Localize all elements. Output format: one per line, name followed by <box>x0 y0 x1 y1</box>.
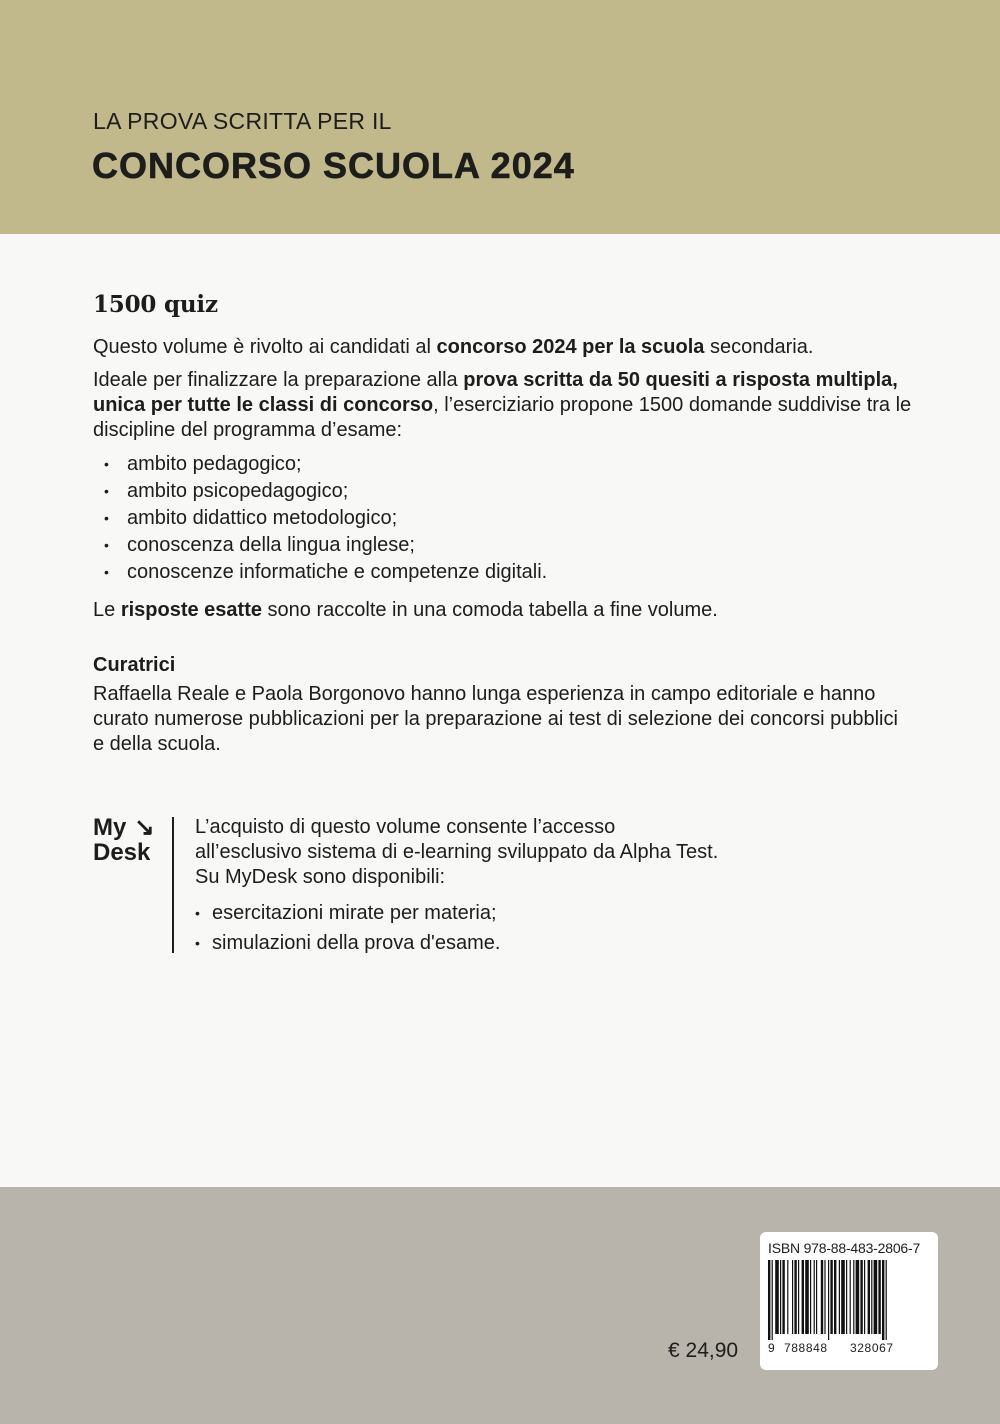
barcode-bar <box>853 1260 854 1334</box>
barcode-bar <box>792 1260 793 1334</box>
barcode-bar <box>874 1260 878 1334</box>
list-item: • ambito didattico metodologico; <box>93 505 913 532</box>
barcode-bar <box>805 1260 809 1334</box>
barcode-bar <box>772 1260 773 1340</box>
list-item: • conoscenza della lingua inglese; <box>93 532 913 559</box>
barcode-bar <box>882 1260 884 1340</box>
barcode-bar <box>839 1260 840 1334</box>
header-subtitle: LA PROVA SCRITTA PER IL <box>93 108 392 134</box>
barcode-bar <box>814 1260 815 1334</box>
list-item: • esercitazioni mirate per materia; <box>195 898 895 928</box>
barcode-digits-left: 788848 <box>784 1341 828 1355</box>
barcode-digits-right: 328067 <box>850 1341 894 1355</box>
barcode-bar <box>860 1260 862 1334</box>
barcode-bar <box>864 1260 865 1334</box>
barcode-bar <box>821 1260 823 1334</box>
intro-paragraph-3 <box>93 598 913 623</box>
text-line: Su MyDesk sono disponibili: <box>195 866 446 888</box>
barcode-bar <box>768 1260 770 1340</box>
main-content <box>93 292 913 765</box>
barcode-bar <box>810 1260 811 1334</box>
barcode-bar <box>834 1260 836 1334</box>
barcode-bar <box>802 1260 804 1334</box>
barcode-bar <box>868 1260 870 1334</box>
text-line: all’esclusivo sistema di e-learning sviluppato da Alpha Test. <box>195 841 719 863</box>
barcode-bar <box>816 1260 817 1334</box>
list-item: • ambito pedagogico; <box>93 451 913 478</box>
header-band <box>0 0 1000 234</box>
intro-heading: 1500 quiz <box>93 291 218 318</box>
mydesk-description <box>195 815 895 958</box>
list-item: • conoscenze informatiche e competenze digitali. <box>93 559 913 586</box>
barcode-image <box>768 1260 930 1340</box>
text-run: Le <box>93 599 121 621</box>
barcode-bar <box>794 1260 796 1334</box>
discipline-list <box>93 451 913 586</box>
barcode-bar <box>830 1260 832 1334</box>
barcode-digit: 9 <box>768 1341 775 1355</box>
vertical-divider <box>172 817 174 953</box>
intro-paragraph-2 <box>93 368 913 443</box>
price-label: € 24,90 <box>668 1339 739 1362</box>
intro-paragraph-1 <box>93 335 913 360</box>
barcode-bar <box>828 1260 829 1340</box>
barcode-bar <box>824 1260 825 1334</box>
text-run: secondaria. <box>704 336 814 358</box>
header-title: CONCORSO SCUOLA 2024 <box>92 145 575 186</box>
barcode-bar <box>878 1260 880 1334</box>
list-item: • ambito psicopedagogico; <box>93 478 913 505</box>
barcode-bar <box>846 1260 847 1334</box>
bold-run: prova scritta da 50 quesiti a risposta multipla, unica per tutte le classi di concorso <box>93 369 898 416</box>
bold-run: risposte esatte <box>120 599 262 621</box>
barcode-box <box>760 1232 938 1370</box>
text-run: sono raccolte in una comoda tabella a fine volume. <box>261 599 718 621</box>
text-run: Questo volume è rivolto ai candidati al <box>93 336 437 358</box>
logo-text: My <box>93 814 127 841</box>
barcode-bar <box>780 1260 781 1334</box>
barcode-bar <box>871 1260 872 1334</box>
barcode-bar <box>775 1260 779 1334</box>
isbn-label: ISBN 978-88-483-2806-7 <box>768 1240 921 1256</box>
text-run: , l’eserciziario propone 1500 domande suddivise tra le discipline del programma d’esame: <box>93 394 912 441</box>
mydesk-list <box>195 898 895 958</box>
text-line: L’acquisto di questo volume consente l’accesso <box>195 816 616 838</box>
list-item: • simulazioni della prova d'esame. <box>195 928 895 958</box>
curatrici-heading: Curatrici <box>93 654 176 676</box>
logo-text: Desk <box>93 839 151 866</box>
text-run: Ideale per finalizzare la preparazione alla <box>93 369 464 391</box>
barcode-bar <box>798 1260 799 1334</box>
barcode-bar <box>856 1260 860 1334</box>
mydesk-logo <box>93 815 154 865</box>
barcode-bar <box>886 1260 887 1340</box>
barcode-bar <box>850 1260 851 1334</box>
barcode-bar <box>782 1260 784 1334</box>
arrow-down-right-icon: ↘ <box>134 814 155 841</box>
bold-run: concorso 2024 per la scuola <box>436 336 705 358</box>
barcode-bar <box>841 1260 845 1334</box>
barcode-bar <box>787 1260 788 1334</box>
curatrici-text: Raffaella Reale e Paola Borgonovo hanno lunga esperienza in campo editoriale e hanno curato numerose pubblicazioni per la preparazione ai test di selezione dei concorsi pubblici e della scuola. <box>93 683 898 755</box>
